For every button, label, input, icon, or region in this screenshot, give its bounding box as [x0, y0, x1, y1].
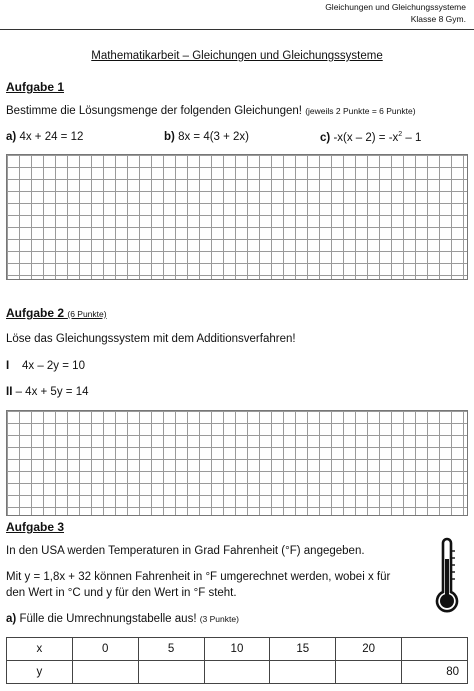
- table-cell: 10: [204, 638, 270, 661]
- system-equation-2: II – 4x + 5y = 14: [6, 386, 89, 398]
- table-cell-input[interactable]: [72, 661, 138, 684]
- table-cell: 80: [402, 661, 468, 684]
- table-cell-input[interactable]: [336, 661, 402, 684]
- system-equation-1: I 4x – 2y = 10: [6, 360, 85, 372]
- task2-points: (6 Punkte): [67, 309, 107, 319]
- task2-heading: Aufgabe 2 (6 Punkte): [6, 306, 107, 320]
- table-cell: 15: [270, 638, 336, 661]
- table-cell: 20: [336, 638, 402, 661]
- table-cell: 5: [138, 638, 204, 661]
- page-title: Mathematikarbeit – Gleichungen und Gleichungssysteme: [91, 50, 383, 62]
- table-cell-input[interactable]: [402, 638, 468, 661]
- table-cell: 0: [72, 638, 138, 661]
- task3-a-points: (3 Punkte): [199, 614, 239, 624]
- conversion-table: [6, 637, 468, 684]
- table-cell: y: [7, 661, 73, 684]
- header-divider: [0, 29, 474, 30]
- task1-points: (jeweils 2 Punkte = 6 Punkte): [305, 106, 416, 116]
- task3-intro: In den USA werden Temperaturen in Grad Fahrenheit (°F) angegeben.: [6, 545, 365, 557]
- task3-formula-line2: den Wert in °C und y für den Wert in °F steht.: [6, 587, 237, 599]
- table-cell-input[interactable]: [204, 661, 270, 684]
- task3-formula-line1: Mit y = 1,8x + 32 können Fahrenheit in °F umgerechnet werden, wobei x für: [6, 571, 391, 583]
- header-subject: Gleichungen und Gleichungssysteme: [325, 2, 466, 12]
- table-cell: x: [7, 638, 73, 661]
- header-class: Klasse 8 Gym.: [410, 14, 466, 24]
- thermometer-icon: [430, 537, 464, 619]
- task1-heading: Aufgabe 1: [6, 80, 65, 94]
- task3-heading: Aufgabe 3: [6, 520, 65, 534]
- table-row-y: [7, 661, 468, 684]
- task1-instruction: Bestimme die Lösungsmenge der folgenden Gleichungen! (jeweils 2 Punkte = 6 Punkte): [6, 105, 416, 117]
- task2-instruction: Löse das Gleichungssystem mit dem Additionsverfahren!: [6, 333, 296, 345]
- task1-equation-c: c) $-x(x - 2) = -x^2 - 1$: [320, 131, 422, 144]
- page-header: [325, 1, 466, 25]
- table-row-x: [7, 638, 468, 661]
- table-cell-input[interactable]: [138, 661, 204, 684]
- table-cell-input[interactable]: [270, 661, 336, 684]
- task1-equation-b: b) 8x = 4(3 + 2x): [164, 131, 250, 143]
- answer-grid-task2[interactable]: [6, 410, 468, 516]
- answer-grid-task1[interactable]: [6, 154, 468, 280]
- task1-equation-a: a) 4x + 24 = 12: [6, 131, 84, 143]
- task3-part-a: a) Fülle die Umrechnungstabelle aus! (3 Punkte): [6, 613, 239, 625]
